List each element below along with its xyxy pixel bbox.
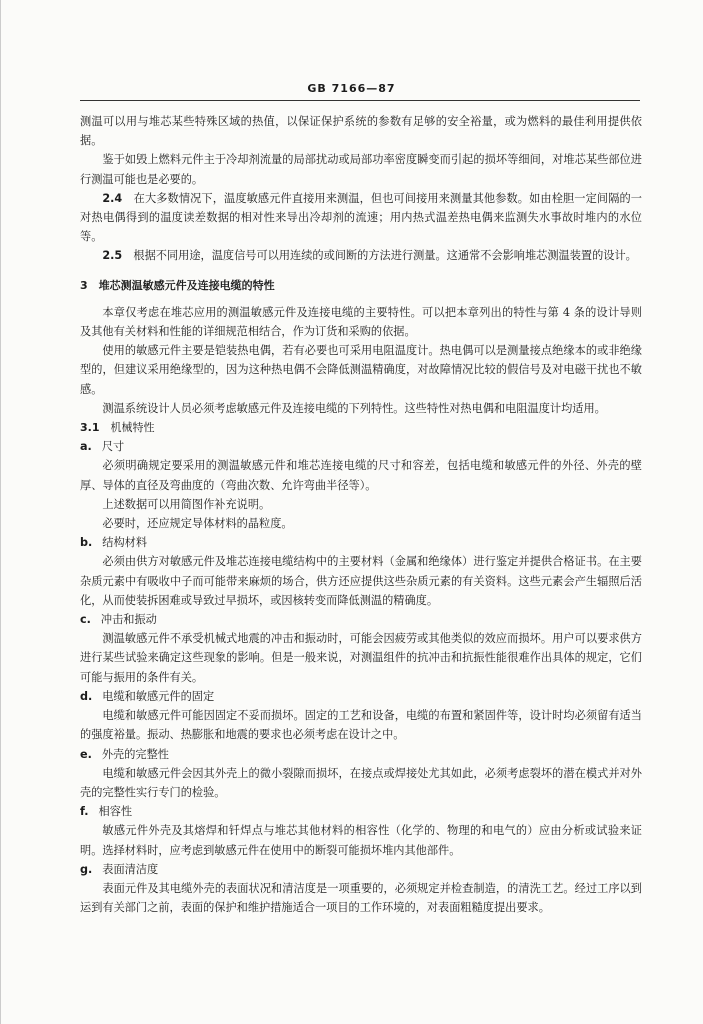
paragraph: 使用的敏感元件主要是铠装热电偶，若有必要也可采用电阻温度计。热电偶可以是测量接点绝缘本的或非绝缘型的，但建议采用绝缘型的，因为这种热电偶不会降低测温精确度，对故障情况比较的假信号及对电磁干扰也不敏感。 xyxy=(80,344,642,396)
paragraph: 必须由供方对敏感元件及堆芯连接电缆结构中的主要材料（金属和绝缘体）进行鉴定并提供合格证书。在主要杂质元素中有吸收中子而可能带来麻烦的场合，供方还应提供这些杂质元素的有关资料。这些元素会产生辐照后活化，从而使装拆困难或导致过早损坏，或因核转变而降低测温的精确度。 xyxy=(80,555,642,607)
clause-text: 在大多数情况下，温度敏感元件直接用来测温，但也可间接用来测量其他参数。如由栓胆一定间隔的一对热电偶得到的温度读差数据的相对性来导出冷却剂的流速；用内热式温差热电偶来监测失水事故时堆内的水位等。 xyxy=(80,191,642,244)
paragraph: 表面元件及其电缆外壳的表面状况和清洁度是一项重要的，必须规定并检查制造，的清洗工艺。经过工序以到运到有关部门之前，表面的保护和维护措施适合一项目的工作环境的，对表面粗糙度提出要求。 xyxy=(80,881,642,915)
clause-number: 2.5 xyxy=(102,249,123,263)
item-d-heading: d. 电缆和敏感元件的固定 xyxy=(80,689,215,703)
item-a-heading: a. 尺寸 xyxy=(80,440,125,454)
section-number: 3.1 xyxy=(80,421,100,435)
item-f-heading: f. 相容性 xyxy=(80,805,133,819)
paragraph: 鉴于如毁上燃料元件主于冷却剂流量的局部扰动或局部功率密度瞬变而引起的损坏等细间，对堆芯某些部位进行测温可能也是必要的。 xyxy=(80,153,642,186)
section-title: 堆芯测温敏感元件及连接电缆的特性 xyxy=(98,278,275,292)
item-b-heading: b. 结构材料 xyxy=(80,536,148,550)
paragraph: 本章仅考虑在堆芯应用的测温敏感元件及连接电缆的主要特性。可以把本章列出的特性与第 4 条的设计导则及其他有关材料和性能的详细规范相结合，作为订货和采购的依据。 xyxy=(80,305,642,339)
clause-2-4 xyxy=(80,189,642,247)
paragraph: 电缆和敏感元件可能因固定不妥而损坏。固定的工艺和设备，电缆的布置和紧固件等，设计时均必须留有适当的强度裕量。振动、热膨胀和地震的要求也必须考虑在设计之中。 xyxy=(80,709,642,742)
page-header: GB 7166—87 xyxy=(307,82,396,95)
section-title: 机械特性 xyxy=(110,421,155,435)
document-body xyxy=(80,112,642,917)
paragraph: 上述数据可以用简图作补充说明。 xyxy=(102,497,271,511)
section-3-1-heading xyxy=(80,418,642,437)
paragraph: 敏感元件外壳及其熔焊和钎焊点与堆芯其他材料的相容性（化学的、物理的和电气的）应由分析或试验来证明。选择材料时，应考虑到敏感元件在使用中的断裂可能损坏堆内其他部件。 xyxy=(80,824,642,857)
section-3-heading xyxy=(80,276,642,295)
item-e-heading: e. 外壳的完整性 xyxy=(80,747,169,761)
paragraph: 测温敏感元件不承受机械式地震的冲击和振动时，可能会因疲劳或其他类似的效应而损坏。用户可以要求供方进行某些试验来确定这些现象的影响。但是一般来说，对测温组件的抗冲击和抗振性能很难作出具体的规定，它们可能与振用的条件有关。 xyxy=(80,632,642,684)
clause-text: 根据不同用途，温度信号可以用连续的或间断的方法进行测量。这通常不会影响堆芯测温装置的设计。 xyxy=(133,249,637,263)
scan-edge xyxy=(0,0,1,1024)
paragraph: 必须明确规定要采用的测温敏感元件和堆芯连接电缆的尺寸和容差，包括电缆和敏感元件的外径、外壳的壁厚、导体的直径及弯曲度的（弯曲次数、允许弯曲半径等）。 xyxy=(80,459,642,492)
section-number: 3 xyxy=(80,278,88,292)
paragraph: 必要时，还应规定导体材料的晶粒度。 xyxy=(102,517,293,531)
clause-number: 2.4 xyxy=(102,191,123,205)
paragraph: 测温系统设计人员必须考虑敏感元件及连接电缆的下列特性。这些特性对热电偶和电阻温度计均适用。 xyxy=(102,401,606,415)
paragraph: 测温可以用与堆芯某些特殊区域的热值，以保证保护系统的参数有足够的安全裕量，或为燃料的最佳利用提供依据。 xyxy=(80,115,642,148)
header-rule xyxy=(80,100,640,101)
paragraph: 电缆和敏感元件会因其外壳上的微小裂隙而损坏，在接点或焊接处尤其如此，必须考虑裂坏的潜在模式并对外壳的完整性实行专门的检验。 xyxy=(80,766,642,799)
item-g-heading: g. 表面清洁度 xyxy=(80,862,159,876)
clause-2-5 xyxy=(80,246,642,265)
item-c-heading: c. 冲击和振动 xyxy=(80,613,157,627)
